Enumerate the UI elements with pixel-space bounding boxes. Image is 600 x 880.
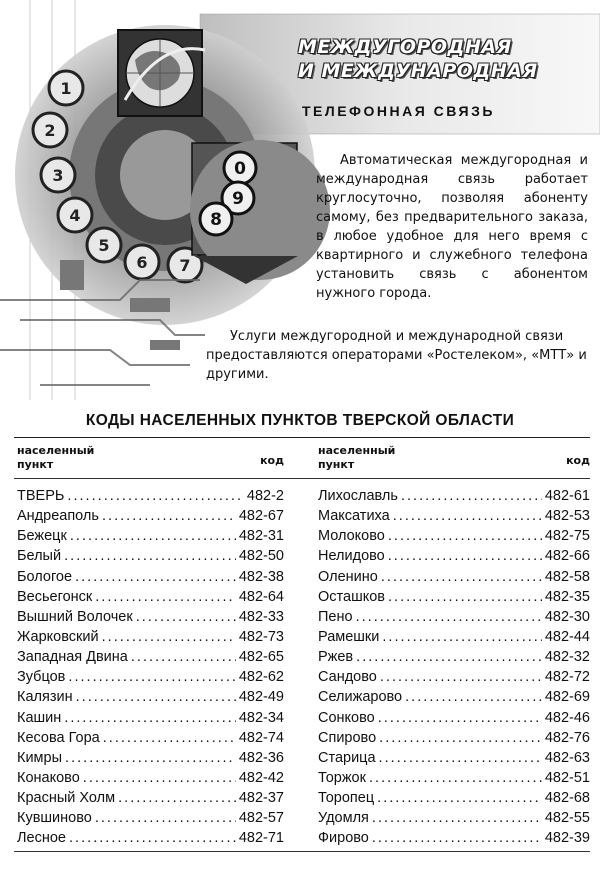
settlement-name: Селижарово: [318, 689, 403, 706]
settlement-name: Кимры: [17, 749, 63, 766]
table-row: [318, 689, 590, 709]
leader-dots: [64, 710, 236, 726]
area-code: 482-64: [238, 588, 284, 605]
leader-dots: [102, 508, 236, 524]
table-row: [318, 528, 590, 548]
area-code: 482-74: [238, 729, 284, 746]
table-row: [318, 569, 590, 589]
table-row: [318, 810, 590, 830]
leader-dots: [377, 790, 542, 806]
page-subtitle: ТЕЛЕФОННАЯ СВЯЗЬ: [302, 103, 495, 119]
settlement-name: Красный Холм: [17, 790, 116, 807]
leader-dots: [380, 669, 542, 685]
leader-dots: [118, 790, 236, 806]
leader-dots: [95, 810, 236, 826]
leader-dots: [68, 669, 235, 685]
table-row: [318, 488, 590, 508]
leader-dots: [102, 629, 236, 645]
area-code: 482-42: [238, 769, 284, 786]
settlement-name: Спирово: [318, 729, 377, 746]
area-code: 482-55: [544, 810, 590, 827]
leader-dots: [382, 629, 541, 645]
area-code: 482-30: [544, 608, 590, 625]
settlement-name: Оленино: [318, 568, 378, 585]
settlement-name: Бежецк: [17, 528, 67, 545]
table-row: [318, 669, 590, 689]
leader-dots: [381, 569, 542, 585]
table-row: [17, 669, 284, 689]
leader-dots: [388, 589, 542, 605]
table-row: [17, 830, 284, 850]
settlement-name: Андреаполь: [17, 508, 99, 525]
settlement-name: Лесное: [17, 830, 66, 847]
table-top-rule: [14, 437, 590, 438]
table-row: [17, 589, 284, 609]
leader-dots: [83, 770, 236, 786]
area-code: 482-38: [238, 568, 284, 585]
area-code: 482-69: [544, 689, 590, 706]
column-header-code: код: [260, 454, 284, 467]
area-code: 482-63: [544, 749, 590, 766]
leader-dots: [393, 508, 542, 524]
column-header-name: населенный пункт: [17, 444, 95, 471]
settlement-name: Ржев: [318, 649, 354, 666]
leader-dots: [378, 710, 542, 726]
services-paragraph: Услуги междугородной и международной связи предоставляются операторами «Ростелеком», «МТТ» и другими.: [206, 329, 587, 382]
table-row: [17, 689, 284, 709]
settlement-name: Весьегонск: [17, 588, 93, 605]
dial-digit: 5: [98, 236, 110, 255]
table-row: [17, 790, 284, 810]
leader-dots: [388, 548, 542, 564]
area-code: 482-44: [544, 628, 590, 645]
dial-digit: 1: [60, 79, 72, 98]
dial-digit: 0: [234, 159, 246, 179]
area-code: 482-71: [238, 830, 284, 847]
title-line-2: И МЕЖДУНАРОДНАЯ: [298, 60, 538, 82]
table-row: [318, 750, 590, 770]
settlement-name: Торжок: [318, 769, 366, 786]
leader-dots: [369, 770, 542, 786]
column-header: [17, 440, 284, 478]
title-line-1: МЕЖДУГОРОДНАЯ: [298, 36, 512, 58]
leader-dots: [76, 689, 236, 705]
dial-digit: 2: [44, 121, 56, 140]
area-code: 482-66: [544, 548, 590, 565]
settlement-name: Калязин: [17, 689, 73, 706]
area-code: 482-49: [238, 689, 284, 706]
codes-column-right: [318, 440, 590, 851]
table-row: [318, 589, 590, 609]
area-code: 482-75: [544, 528, 590, 545]
leader-dots: [67, 488, 244, 504]
table-row: [318, 609, 590, 629]
table-row: [318, 649, 590, 669]
column-header-code: код: [566, 454, 590, 467]
leader-dots: [379, 730, 542, 746]
area-code: 482-46: [544, 709, 590, 726]
codes-column-left: [17, 440, 284, 851]
settlement-name: Лихославль: [318, 488, 398, 504]
area-code: 482-33: [238, 608, 284, 625]
area-code: 482-53: [544, 508, 590, 525]
dial-digit: 6: [136, 253, 148, 272]
table-row: [318, 730, 590, 750]
area-code: 482-62: [238, 669, 284, 686]
settlement-name: Вышний Волочек: [17, 608, 133, 625]
settlement-name: Молоково: [318, 528, 385, 545]
leader-dots: [372, 810, 542, 826]
settlement-name: Кувшиново: [17, 810, 92, 827]
leader-dots: [69, 830, 236, 846]
column-header: [318, 440, 590, 478]
dial-digit: 9: [232, 189, 244, 209]
leader-dots: [388, 528, 542, 544]
leader-dots: [75, 569, 236, 585]
table-row: [318, 770, 590, 790]
dial-digit: 7: [179, 256, 191, 275]
area-code: 482-57: [238, 810, 284, 827]
settlement-name: Западная Двина: [17, 649, 128, 666]
dial-digit: 3: [52, 166, 64, 185]
column-header-name: населенный пункт: [318, 444, 396, 471]
codes-list-left: [17, 488, 284, 851]
intro-paragraph: Автоматическая междугородная и международная связь работает круглосуточно, позволяя абоненту самому, без предварительного заказа, в любое удобное для него время с квартирного и служебного телефона установить связь с абонентом нужного города.: [316, 153, 588, 301]
dial-digit: 8: [210, 210, 222, 230]
area-code: 482-31: [238, 528, 284, 545]
settlement-name: Сонково: [318, 709, 375, 726]
table-row: [318, 508, 590, 528]
area-code: 482-68: [544, 790, 590, 807]
codes-list-right: [318, 488, 590, 851]
table-row: [17, 528, 284, 548]
area-code: 482-2: [246, 488, 284, 504]
table-row: [17, 548, 284, 568]
area-code: 482-32: [544, 649, 590, 666]
area-code: 482-39: [544, 830, 590, 847]
settlement-name: Удомля: [318, 810, 369, 827]
settlement-name: Кашин: [17, 709, 62, 726]
leader-dots: [131, 649, 236, 665]
leader-dots: [356, 649, 542, 665]
settlement-name: Сандово: [318, 669, 377, 686]
settlement-name: Рамешки: [318, 628, 380, 645]
area-code: 482-65: [238, 649, 284, 666]
table-row: [17, 629, 284, 649]
table-row: [17, 750, 284, 770]
area-code: 482-50: [238, 548, 284, 565]
leader-dots: [379, 750, 542, 766]
settlement-name: Пено: [318, 608, 353, 625]
area-code: 482-58: [544, 568, 590, 585]
leader-dots: [372, 830, 542, 846]
settlement-name: Белый: [17, 548, 62, 565]
table-row: [17, 810, 284, 830]
settlement-name: Конаково: [17, 769, 80, 786]
table-row: [318, 790, 590, 810]
area-code: 482-72: [544, 669, 590, 686]
settlement-name: Зубцов: [17, 669, 66, 686]
leader-dots: [356, 609, 542, 625]
area-code: 482-61: [544, 488, 590, 504]
area-code: 482-76: [544, 729, 590, 746]
table-row: [318, 548, 590, 568]
area-code: 482-34: [238, 709, 284, 726]
table-row: [17, 649, 284, 669]
table-row: [318, 629, 590, 649]
settlement-name: ТВЕРЬ: [17, 488, 65, 504]
settlement-name: Кесова Гора: [17, 729, 100, 746]
table-row: [17, 488, 284, 508]
leader-dots: [65, 750, 236, 766]
settlement-name: Осташков: [318, 588, 385, 605]
page-title: [298, 35, 544, 95]
leader-dots: [103, 730, 236, 746]
settlement-name: Нелидово: [318, 548, 385, 565]
leader-dots: [405, 689, 542, 705]
area-code: 482-51: [544, 769, 590, 786]
leader-dots: [64, 548, 236, 564]
area-code: 482-36: [238, 749, 284, 766]
table-row: [17, 770, 284, 790]
leader-dots: [70, 528, 236, 544]
leader-dots: [401, 488, 542, 504]
area-code: 482-35: [544, 588, 590, 605]
dial-digit: 4: [69, 206, 81, 225]
area-code: 482-67: [238, 508, 284, 525]
settlement-name: Старица: [318, 749, 376, 766]
table-row: [318, 830, 590, 850]
table-row: [17, 710, 284, 730]
leader-dots: [95, 589, 236, 605]
table-bottom-rule: [14, 851, 590, 852]
table-row: [17, 609, 284, 629]
settlement-name: Жарковский: [17, 628, 99, 645]
table-title: КОДЫ НАСЕЛЕННЫХ ПУНКТОВ ТВЕРСКОЙ ОБЛАСТИ: [85, 412, 515, 429]
settlement-name: Максатиха: [318, 508, 390, 525]
settlement-name: Фирово: [318, 830, 369, 847]
table-row: [17, 508, 284, 528]
table-row: [318, 710, 590, 730]
leader-dots: [136, 609, 236, 625]
settlement-name: Бологое: [17, 568, 73, 585]
area-code: 482-73: [238, 628, 284, 645]
area-code: 482-37: [238, 790, 284, 807]
settlement-name: Торопец: [318, 790, 375, 807]
table-row: [17, 730, 284, 750]
table-row: [17, 569, 284, 589]
